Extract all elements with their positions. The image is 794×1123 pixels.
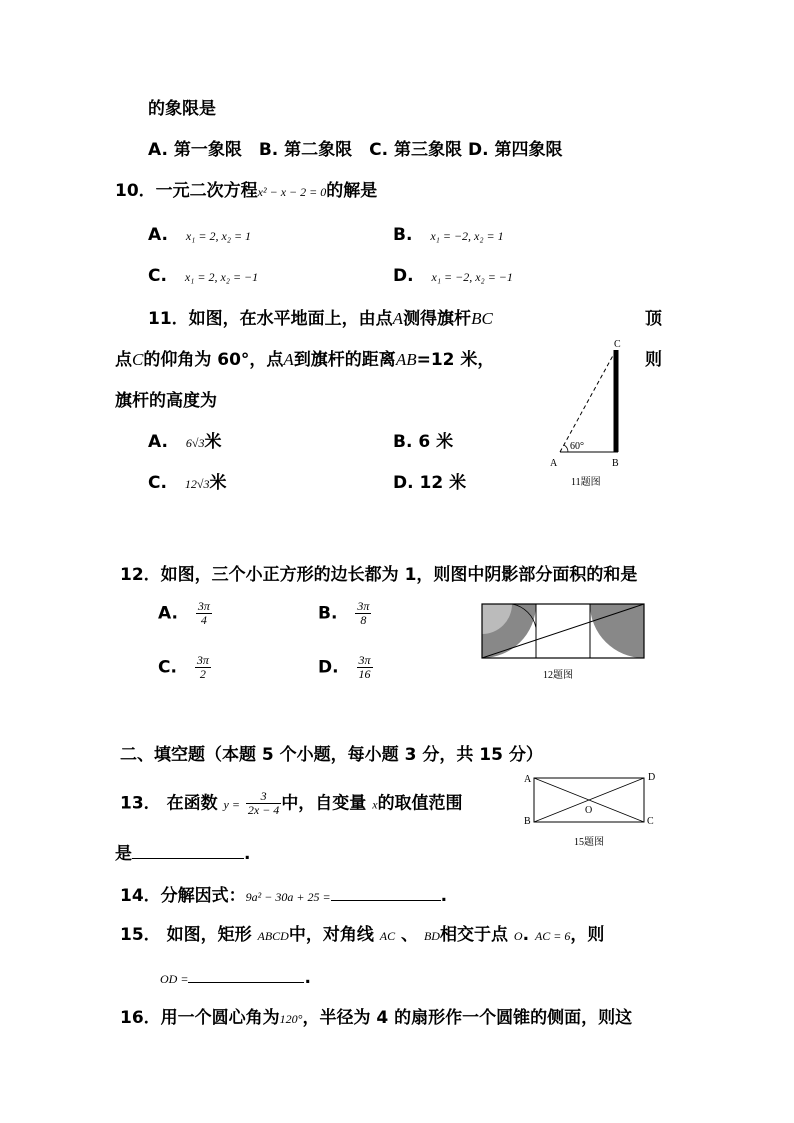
q13-fraction	[246, 790, 281, 817]
q11-line2-end: 则	[645, 350, 662, 370]
q15-point-o: O	[513, 929, 523, 943]
q15-label-o: O	[585, 805, 593, 816]
frac-den: 8	[360, 613, 367, 627]
q11-text: 点	[115, 350, 132, 370]
q11-text: 测得旗杆	[403, 309, 472, 329]
q11-c-label: C.	[148, 473, 167, 493]
q16-angle: 120°	[279, 1012, 303, 1026]
fig-label-b: B	[612, 458, 619, 469]
q11-line1	[148, 308, 493, 330]
frac-den: 16	[358, 667, 371, 681]
frac-num: 3π	[357, 599, 370, 613]
q11-text: 的仰角为 60°，点	[143, 350, 284, 370]
q12-figure-caption: 12题图	[543, 670, 573, 681]
q12-option-b	[318, 600, 371, 627]
q10-stem	[115, 180, 377, 203]
q15-label-d: D	[648, 772, 656, 783]
q15-figure	[534, 778, 654, 828]
shaded-region-right	[590, 604, 644, 658]
q11-option-b: B. 6 米	[393, 432, 454, 452]
q12-option-a	[158, 600, 212, 627]
q12-option-d	[318, 654, 373, 681]
q15-label-a: A	[524, 774, 532, 785]
q11-option-a	[148, 431, 221, 454]
q14-end: .	[440, 886, 448, 906]
q16-text: 16．用一个圆心角为	[120, 1008, 280, 1028]
q11-figure-caption: 11题图	[571, 477, 601, 488]
frac-num: 3	[246, 790, 281, 804]
frac-num: 3π	[197, 599, 210, 613]
q11-point-a: A	[392, 309, 404, 328]
q16-line	[120, 1007, 632, 1030]
q11-a-label: A.	[148, 432, 168, 452]
q11-point-a: A	[283, 350, 294, 369]
q10-d-label: D.	[393, 266, 414, 286]
q13-number: 13．	[120, 793, 161, 814]
frac-den: 2	[199, 667, 206, 681]
q13-answer-blank[interactable]	[132, 842, 244, 859]
q12-figure	[482, 604, 644, 660]
q10-text-pre: 一元二次方程	[155, 181, 258, 201]
q10-option-c	[148, 265, 258, 288]
q11-option-d: D. 12 米	[393, 473, 467, 493]
q13-text: 中，自变量	[281, 793, 367, 814]
q11-figure	[548, 340, 628, 480]
q14-text: 14．分解因式：	[120, 886, 246, 906]
q14-answer-blank[interactable]	[331, 884, 441, 901]
q13-variable-x: x	[372, 797, 378, 812]
q13-text: 在函数	[166, 793, 218, 814]
q11-c-value: 12√3	[184, 477, 210, 491]
q13-text: 的取值范围	[377, 793, 463, 814]
q12-a-label: A.	[158, 603, 178, 624]
q12-a-fraction	[196, 600, 212, 627]
frac-num: 3π	[196, 653, 209, 667]
q15-number: 15．	[120, 925, 161, 945]
q11-text: 到旗杆的距离	[293, 350, 396, 370]
q12-stem: 12．如图，三个小正方形的边长都为 1，则图中阴影部分面积的和是	[120, 565, 638, 585]
q15-label-b: B	[524, 816, 531, 827]
q11-c-unit: 米	[209, 473, 227, 493]
q15-line2	[160, 966, 311, 990]
q12-c-fraction	[195, 654, 211, 681]
q10-b-value: x₁ = −2, x₂ = 1	[430, 229, 504, 243]
q15-figure-caption: 15题图	[574, 837, 604, 848]
q15-bd: BD	[423, 929, 440, 943]
q12-c-label: C.	[158, 657, 177, 678]
frac-num: 3π	[358, 653, 371, 667]
q10-b-label: B.	[393, 225, 413, 245]
q15-answer-blank[interactable]	[188, 966, 304, 983]
q15-text: 如图，矩形	[166, 925, 252, 945]
q13-end: .	[244, 844, 251, 864]
q10-equation: x² − x − 2 = 0	[257, 185, 327, 199]
q10-c-label: C.	[148, 266, 167, 286]
q15-text: 相交于点	[439, 925, 508, 945]
q11-line1-end: 顶	[645, 309, 662, 329]
q11-line3: 旗杆的高度为	[115, 391, 217, 411]
q12-d-fraction	[357, 654, 373, 681]
fig-label-a: A	[550, 458, 558, 469]
q9-options: A. 第一象限 B. 第二象限 C. 第三象限 D. 第四象限	[148, 140, 563, 160]
q15-text: ，则	[570, 925, 605, 945]
q11-segment-ab: AB	[395, 350, 417, 369]
q16-text: ，半径为 4 的扇形作一个圆锥的侧面，则这	[302, 1008, 633, 1028]
q15-rect-name: ABCD	[257, 929, 289, 943]
q15-sep: 、	[401, 925, 419, 945]
q10-a-value: x₁ = 2, x₂ = 1	[185, 229, 252, 243]
q12-d-label: D.	[318, 657, 339, 678]
q10-option-b	[393, 224, 504, 247]
q11-a-value: 6√3	[185, 436, 205, 450]
q13-line1	[120, 790, 463, 817]
q12-b-fraction	[355, 600, 371, 627]
q13-y-eq: y =	[223, 797, 240, 812]
q10-a-label: A.	[148, 225, 168, 245]
q10-option-d	[393, 265, 513, 288]
fig-angle-label: 60°	[570, 441, 584, 452]
q15-text: 中，对角线	[288, 925, 374, 945]
q14-line	[120, 884, 447, 908]
q13-line2	[115, 842, 250, 865]
fig-label-c: C	[614, 339, 621, 350]
q15-ac-eq: AC = 6	[534, 929, 571, 943]
q10-d-value: x₁ = −2, x₂ = −1	[431, 270, 513, 284]
q11-line2	[115, 349, 494, 371]
q11-a-unit: 米	[204, 432, 222, 452]
q9-continuation: 的象限是	[148, 99, 216, 119]
q11-text: 11．如图，在水平地面上，由点	[148, 309, 393, 329]
q11-segment-bc: BC	[471, 309, 493, 328]
q11-text: =12 米，	[416, 350, 495, 370]
q15-od: OD =	[160, 972, 189, 986]
q10-option-a	[148, 224, 251, 247]
q15-dot: .	[522, 925, 530, 945]
q10-number: 10．	[115, 181, 156, 201]
sight-line	[560, 350, 616, 452]
angle-arc	[564, 445, 568, 452]
frac-den: 2x − 4	[247, 803, 280, 817]
q10-text-post: 的解是	[326, 181, 378, 201]
q11-point-c: C	[132, 350, 144, 369]
section2-title: 二、填空题（本题 5 个小题，每小题 3 分，共 15 分）	[120, 745, 543, 765]
q12-b-label: B.	[318, 603, 338, 624]
q15-line1	[120, 924, 604, 947]
q15-end: .	[304, 968, 311, 988]
q12-option-c	[158, 654, 211, 681]
q15-label-c: C	[647, 816, 654, 827]
q13-text: 是	[115, 844, 132, 864]
frac-den: 4	[200, 613, 207, 627]
q14-expression: 9a² − 30a + 25 =	[245, 890, 331, 904]
q10-c-value: x₁ = 2, x₂ = −1	[184, 270, 259, 284]
q15-ac: AC	[379, 929, 396, 943]
q11-option-c	[148, 472, 226, 495]
